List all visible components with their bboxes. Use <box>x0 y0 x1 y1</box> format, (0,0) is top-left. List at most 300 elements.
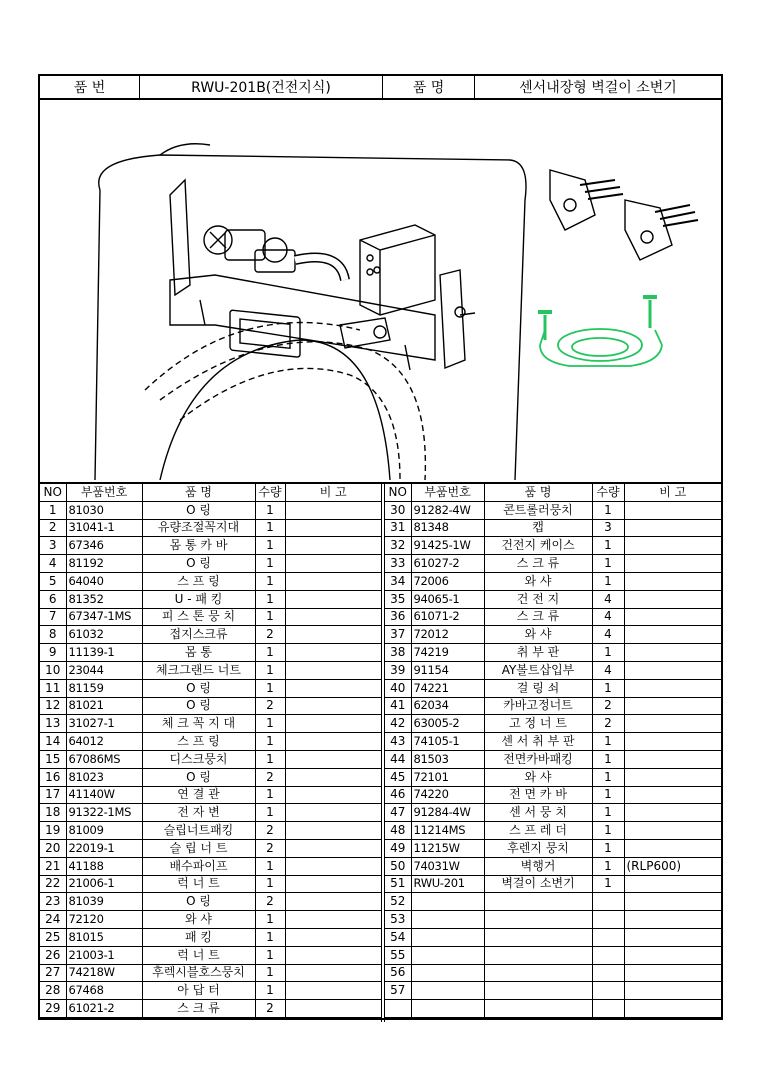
cell-qty: 1 <box>255 608 285 626</box>
table-row <box>40 1000 381 1018</box>
exploded-drawing <box>40 100 721 484</box>
cell-qty <box>592 911 624 929</box>
cell-qty: 1 <box>255 590 285 608</box>
cell-name: 접지스크류 <box>142 626 255 644</box>
cell-part-number: 91284-4W <box>411 804 484 822</box>
cell-part-number: 23044 <box>66 661 142 679</box>
cell-part-number: RWU-201 <box>411 875 484 893</box>
col-part-number: 부품번호 <box>66 484 142 501</box>
cell-no: 35 <box>385 590 411 608</box>
cell-qty: 1 <box>592 555 624 573</box>
cell-remarks <box>285 804 381 822</box>
wall-hanger-left <box>550 170 623 230</box>
cell-no: 46 <box>385 786 411 804</box>
cell-remarks <box>285 857 381 875</box>
cell-no: 33 <box>385 555 411 573</box>
cell-qty: 1 <box>255 786 285 804</box>
cell-name: AY볼트삽입부 <box>484 661 592 679</box>
table-row <box>385 875 721 893</box>
cell-qty: 4 <box>592 590 624 608</box>
cell-no <box>385 1000 411 1018</box>
cell-remarks <box>624 644 721 662</box>
table-row <box>40 893 381 911</box>
cell-qty: 2 <box>255 822 285 840</box>
cell-name: 후렌지 뭉치 <box>484 839 592 857</box>
cell-qty: 1 <box>592 786 624 804</box>
cell-qty: 1 <box>592 822 624 840</box>
cell-qty: 1 <box>592 572 624 590</box>
cell-qty: 1 <box>255 911 285 929</box>
cell-name: 패 킹 <box>142 928 255 946</box>
cell-name: 걸 링 쇠 <box>484 679 592 697</box>
cell-name: 건 전 지 <box>484 590 592 608</box>
cell-no: 49 <box>385 839 411 857</box>
cell-qty: 1 <box>592 644 624 662</box>
table-row <box>385 750 721 768</box>
mount-plate <box>170 275 435 360</box>
part-name-label: 품 명 <box>383 76 475 98</box>
table-row <box>385 537 721 555</box>
cell-remarks <box>285 964 381 982</box>
table-row <box>40 804 381 822</box>
table-row <box>385 911 721 929</box>
col-qty: 수량 <box>255 484 285 501</box>
cell-no: 27 <box>40 964 66 982</box>
cell-part-number: 64012 <box>66 733 142 751</box>
wall-hanger-right <box>625 200 698 260</box>
table-row <box>385 982 721 1000</box>
cell-no: 4 <box>40 555 66 573</box>
cell-remarks <box>285 679 381 697</box>
cell-no: 11 <box>40 679 66 697</box>
cell-part-number: 63005-2 <box>411 715 484 733</box>
cell-qty: 1 <box>255 733 285 751</box>
cell-qty <box>592 964 624 982</box>
cell-no: 31 <box>385 519 411 537</box>
table-row <box>40 982 381 1000</box>
cell-name: 몸 통 <box>142 644 255 662</box>
cell-no: 41 <box>385 697 411 715</box>
cell-part-number: 31027-1 <box>66 715 142 733</box>
cell-no: 18 <box>40 804 66 822</box>
cell-part-number <box>411 893 484 911</box>
cell-remarks <box>624 982 721 1000</box>
parts-table-left <box>40 484 381 1022</box>
cell-name: 와 샤 <box>484 626 592 644</box>
col-remarks: 비 고 <box>285 484 381 501</box>
table-row <box>385 661 721 679</box>
cell-name: 럭 너 트 <box>142 946 255 964</box>
parts-tables <box>40 484 721 1022</box>
cell-qty: 4 <box>592 626 624 644</box>
cell-no: 40 <box>385 679 411 697</box>
cell-part-number: 91282-4W <box>411 501 484 519</box>
cell-remarks <box>624 501 721 519</box>
cell-part-number <box>411 1000 484 1018</box>
cell-qty: 1 <box>255 644 285 662</box>
cell-remarks <box>624 572 721 590</box>
cell-no: 44 <box>385 750 411 768</box>
cell-remarks <box>624 679 721 697</box>
cell-part-number: 81348 <box>411 519 484 537</box>
bowl-front <box>160 340 390 480</box>
table-row <box>40 733 381 751</box>
table-row <box>385 946 721 964</box>
cell-qty: 1 <box>255 519 285 537</box>
flange-assembly <box>538 297 662 366</box>
table-row <box>385 768 721 786</box>
cell-name: 카바고정너트 <box>484 697 592 715</box>
cell-no: 36 <box>385 608 411 626</box>
table-row <box>40 911 381 929</box>
cell-no: 28 <box>40 982 66 1000</box>
table-row <box>385 697 721 715</box>
cell-part-number: 41140W <box>66 786 142 804</box>
cell-name <box>484 982 592 1000</box>
table-row <box>385 857 721 875</box>
cell-qty <box>592 928 624 946</box>
cell-part-number: 72101 <box>411 768 484 786</box>
table-row <box>385 572 721 590</box>
col-part-number: 부품번호 <box>411 484 484 501</box>
cell-name: 전 자 변 <box>142 804 255 822</box>
table-row <box>40 750 381 768</box>
cell-remarks <box>624 626 721 644</box>
table-row <box>385 928 721 946</box>
cell-part-number: 74219 <box>411 644 484 662</box>
cell-qty: 1 <box>255 750 285 768</box>
cell-part-number: 81023 <box>66 768 142 786</box>
table-row <box>385 964 721 982</box>
cell-qty: 2 <box>255 626 285 644</box>
cell-no: 8 <box>40 626 66 644</box>
cell-name: 와 샤 <box>142 911 255 929</box>
cell-name: O 링 <box>142 697 255 715</box>
cell-no: 13 <box>40 715 66 733</box>
cell-name: O 링 <box>142 555 255 573</box>
cell-qty: 1 <box>592 750 624 768</box>
cell-remarks: (RLP600) <box>624 857 721 875</box>
cell-name: 와 샤 <box>484 768 592 786</box>
cell-part-number: 81352 <box>66 590 142 608</box>
cell-qty: 2 <box>255 768 285 786</box>
cell-no: 6 <box>40 590 66 608</box>
cell-qty: 1 <box>255 928 285 946</box>
cell-part-number: 67346 <box>66 537 142 555</box>
cell-remarks <box>624 715 721 733</box>
cell-remarks <box>624 519 721 537</box>
cell-no: 16 <box>40 768 66 786</box>
cell-part-number: 91425-1W <box>411 537 484 555</box>
cell-name: 스 프 링 <box>142 572 255 590</box>
table-row <box>40 555 381 573</box>
cell-no: 26 <box>40 946 66 964</box>
cell-remarks <box>624 608 721 626</box>
cell-no: 51 <box>385 875 411 893</box>
cell-no: 37 <box>385 626 411 644</box>
table-row <box>40 875 381 893</box>
table-row <box>385 555 721 573</box>
cell-qty: 1 <box>592 733 624 751</box>
cell-qty: 2 <box>592 697 624 715</box>
table-row <box>40 644 381 662</box>
cell-qty: 4 <box>592 661 624 679</box>
cell-qty: 1 <box>255 875 285 893</box>
cell-no: 14 <box>40 733 66 751</box>
cell-qty: 1 <box>255 572 285 590</box>
col-no: NO <box>40 484 66 501</box>
cell-no: 22 <box>40 875 66 893</box>
table-row <box>40 679 381 697</box>
cell-no: 12 <box>40 697 66 715</box>
col-name: 품 명 <box>142 484 255 501</box>
cell-name: 연 결 관 <box>142 786 255 804</box>
cell-remarks <box>285 644 381 662</box>
cell-name: O 링 <box>142 893 255 911</box>
cell-part-number: 74031W <box>411 857 484 875</box>
table-row <box>385 804 721 822</box>
cell-qty: 1 <box>255 715 285 733</box>
cell-qty: 1 <box>255 946 285 964</box>
battery-case <box>340 318 390 348</box>
table-row <box>40 768 381 786</box>
cell-no: 43 <box>385 733 411 751</box>
cell-part-number: 11215W <box>411 839 484 857</box>
cell-part-number: 61032 <box>66 626 142 644</box>
cell-name: 스 프 링 <box>142 733 255 751</box>
cell-no: 30 <box>385 501 411 519</box>
cell-qty: 1 <box>592 839 624 857</box>
cell-name: O 링 <box>142 768 255 786</box>
cell-part-number: 67086MS <box>66 750 142 768</box>
cell-no: 50 <box>385 857 411 875</box>
col-remarks: 비 고 <box>624 484 721 501</box>
cell-part-number: 81009 <box>66 822 142 840</box>
table-row <box>385 608 721 626</box>
cell-remarks <box>624 893 721 911</box>
cell-no: 7 <box>40 608 66 626</box>
cell-no: 52 <box>385 893 411 911</box>
cell-part-number: 61021-2 <box>66 1000 142 1018</box>
cell-qty: 1 <box>592 537 624 555</box>
cell-remarks <box>624 697 721 715</box>
cell-part-number: 81503 <box>411 750 484 768</box>
cell-part-number: 81159 <box>66 679 142 697</box>
table-row <box>385 590 721 608</box>
cell-remarks <box>624 661 721 679</box>
cell-qty: 1 <box>255 857 285 875</box>
table-row <box>385 626 721 644</box>
cell-part-number: 74105-1 <box>411 733 484 751</box>
cell-name: 몸 통 카 바 <box>142 537 255 555</box>
cell-no: 24 <box>40 911 66 929</box>
cell-remarks <box>285 715 381 733</box>
parts-sheet <box>38 74 723 1020</box>
cell-name: 와 샤 <box>484 572 592 590</box>
cell-name: U - 패 킹 <box>142 590 255 608</box>
cell-remarks <box>624 555 721 573</box>
cell-part-number: 91322-1MS <box>66 804 142 822</box>
cell-qty: 1 <box>255 555 285 573</box>
cell-remarks <box>285 697 381 715</box>
cell-name: 고 정 너 트 <box>484 715 592 733</box>
cell-name: 럭 너 트 <box>142 875 255 893</box>
table-row <box>385 1000 721 1018</box>
cell-part-number <box>411 911 484 929</box>
table-row <box>40 519 381 537</box>
cell-no: 20 <box>40 839 66 857</box>
cell-name: 건전지 케이스 <box>484 537 592 555</box>
cell-no: 32 <box>385 537 411 555</box>
cell-remarks <box>285 590 381 608</box>
cell-part-number: 81030 <box>66 501 142 519</box>
table-row <box>40 537 381 555</box>
cell-qty: 1 <box>255 964 285 982</box>
cell-remarks <box>285 768 381 786</box>
cell-remarks <box>624 875 721 893</box>
table-row <box>40 839 381 857</box>
cell-name: 아 답 터 <box>142 982 255 1000</box>
cell-qty: 4 <box>592 608 624 626</box>
cell-part-number: 91154 <box>411 661 484 679</box>
table-row <box>40 697 381 715</box>
cell-part-number: 94065-1 <box>411 590 484 608</box>
cell-qty: 1 <box>592 768 624 786</box>
cell-name: 전 면 카 바 <box>484 786 592 804</box>
cell-remarks <box>285 839 381 857</box>
cell-no: 45 <box>385 768 411 786</box>
cell-part-number <box>411 964 484 982</box>
cell-part-number: 64040 <box>66 572 142 590</box>
cell-remarks <box>285 786 381 804</box>
cell-remarks <box>285 501 381 519</box>
cell-name <box>484 928 592 946</box>
table-row <box>40 590 381 608</box>
cell-remarks <box>285 928 381 946</box>
cell-no: 56 <box>385 964 411 982</box>
cell-part-number <box>411 982 484 1000</box>
cell-name: 스 크 류 <box>484 608 592 626</box>
cell-remarks <box>285 555 381 573</box>
assembly-illustration <box>40 100 721 482</box>
cell-remarks <box>624 911 721 929</box>
cell-no: 21 <box>40 857 66 875</box>
cell-no: 3 <box>40 537 66 555</box>
cell-name: 슬 립 너 트 <box>142 839 255 857</box>
cell-part-number: 81192 <box>66 555 142 573</box>
cell-no: 29 <box>40 1000 66 1018</box>
cell-part-number: 81021 <box>66 697 142 715</box>
right-bracket <box>440 270 465 368</box>
table-row <box>385 786 721 804</box>
parts-table-right <box>381 484 721 1022</box>
table-row <box>385 679 721 697</box>
cell-qty: 1 <box>255 501 285 519</box>
cell-remarks <box>285 661 381 679</box>
cell-no: 17 <box>40 786 66 804</box>
cell-no: 10 <box>40 661 66 679</box>
cell-name: 벽행거 <box>484 857 592 875</box>
cell-part-number: 21006-1 <box>66 875 142 893</box>
table-row <box>40 661 381 679</box>
cell-no: 42 <box>385 715 411 733</box>
cell-remarks <box>624 946 721 964</box>
col-name: 품 명 <box>484 484 592 501</box>
cell-name: 체 크 꼭 지 대 <box>142 715 255 733</box>
cell-part-number: 72006 <box>411 572 484 590</box>
cell-remarks <box>624 804 721 822</box>
cell-remarks <box>285 733 381 751</box>
cell-name <box>484 946 592 964</box>
cell-qty: 2 <box>255 893 285 911</box>
cell-name: 전면카바패킹 <box>484 750 592 768</box>
cell-name: O 링 <box>142 679 255 697</box>
cell-name: 스 프 레 더 <box>484 822 592 840</box>
table-row <box>40 786 381 804</box>
cell-qty: 1 <box>255 661 285 679</box>
cell-qty: 1 <box>592 857 624 875</box>
cell-remarks <box>285 946 381 964</box>
cell-qty <box>592 982 624 1000</box>
cell-remarks <box>624 768 721 786</box>
table-row <box>40 964 381 982</box>
cell-name: 후렉시블호스뭉치 <box>142 964 255 982</box>
col-no: NO <box>385 484 411 501</box>
cell-part-number: 61071-2 <box>411 608 484 626</box>
cell-name: 배수파이프 <box>142 857 255 875</box>
cell-no: 38 <box>385 644 411 662</box>
cell-name: 센 서 취 부 판 <box>484 733 592 751</box>
table-row <box>40 946 381 964</box>
cell-name: 체크그랜드 너트 <box>142 661 255 679</box>
table-row <box>40 928 381 946</box>
cell-remarks <box>624 928 721 946</box>
bowl-dashed <box>160 342 425 480</box>
cell-name <box>484 893 592 911</box>
cell-remarks <box>285 982 381 1000</box>
cell-part-number: 62034 <box>411 697 484 715</box>
cell-qty <box>592 1000 624 1018</box>
cell-part-number: 67468 <box>66 982 142 1000</box>
sheet-header <box>40 76 721 100</box>
cell-remarks <box>624 964 721 982</box>
cell-no: 53 <box>385 911 411 929</box>
cell-no: 23 <box>40 893 66 911</box>
cell-remarks <box>285 875 381 893</box>
cell-part-number: 74221 <box>411 679 484 697</box>
cell-name: 벽걸이 소변기 <box>484 875 592 893</box>
cell-no: 39 <box>385 661 411 679</box>
urinal-outline <box>99 155 526 480</box>
cell-name <box>484 964 592 982</box>
table-row <box>40 822 381 840</box>
cell-name: 스 크 류 <box>484 555 592 573</box>
cell-part-number: 74220 <box>411 786 484 804</box>
cell-part-number: 81015 <box>66 928 142 946</box>
cell-name: 센 서 뭉 치 <box>484 804 592 822</box>
cell-no: 15 <box>40 750 66 768</box>
cell-part-number <box>411 946 484 964</box>
part-name-value: 센서내장형 벽걸이 소변기 <box>519 80 677 96</box>
cell-name: 피 스 톤 뭉 치 <box>142 608 255 626</box>
cell-name: 슬립너트패킹 <box>142 822 255 840</box>
table-row <box>385 501 721 519</box>
cell-name <box>484 1000 592 1018</box>
cell-remarks <box>285 626 381 644</box>
table-row <box>385 839 721 857</box>
cell-part-number: 81039 <box>66 893 142 911</box>
cell-name <box>484 911 592 929</box>
